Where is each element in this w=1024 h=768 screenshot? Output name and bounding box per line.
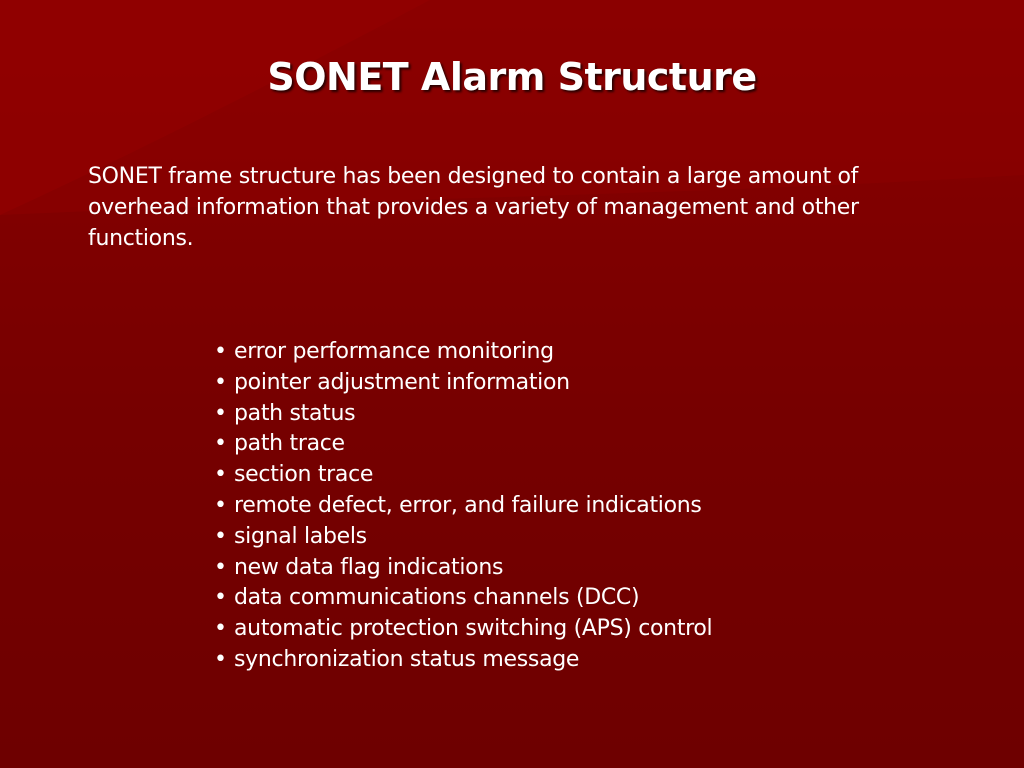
bullet-text: error performance monitoring — [234, 339, 554, 364]
bullet-text: section trace — [234, 462, 374, 488]
bullet-text: path status — [234, 400, 356, 426]
bullet-icon: • — [214, 492, 227, 518]
bullet-text: pointer adjustment information — [234, 369, 570, 395]
bullet-text: data communications channels (DCC) — [234, 585, 640, 611]
intro-paragraph: SONET frame structure has been designed to contain a large amount of overhead information that provides a variety of management and other functions. — [88, 164, 859, 251]
bullet-item — [214, 614, 974, 645]
bullet-icon: • — [214, 585, 227, 611]
bullet-list — [214, 337, 974, 676]
bullet-icon: • — [214, 523, 227, 549]
bullet-icon: • — [214, 554, 227, 580]
bullet-icon: • — [214, 616, 227, 642]
bullet-icon: • — [214, 646, 227, 672]
bullet-item — [214, 522, 974, 553]
bullet-text: synchronization status message — [234, 646, 580, 672]
bullet-text: path trace — [234, 431, 345, 457]
bullet-item — [214, 429, 974, 460]
bullet-item — [214, 553, 974, 584]
bullet-item — [214, 337, 974, 368]
bullet-text: remote defect, error, and failure indications — [234, 492, 702, 518]
bullet-item — [214, 583, 974, 614]
bullet-icon: • — [214, 339, 227, 364]
bullet-item — [214, 491, 974, 522]
bullet-text: signal labels — [234, 523, 367, 549]
bullet-icon: • — [214, 400, 227, 426]
bullet-icon: • — [214, 369, 227, 395]
bullet-text: automatic protection switching (APS) control — [234, 616, 713, 642]
bullet-item — [214, 460, 974, 491]
slide-title: SONET Alarm Structure — [267, 55, 757, 99]
bullet-icon: • — [214, 462, 227, 488]
bullet-item — [214, 399, 974, 430]
bullet-item — [214, 368, 974, 399]
bullet-item — [214, 645, 974, 676]
bullet-text: new data flag indications — [234, 554, 504, 580]
bullet-icon: • — [214, 431, 227, 457]
